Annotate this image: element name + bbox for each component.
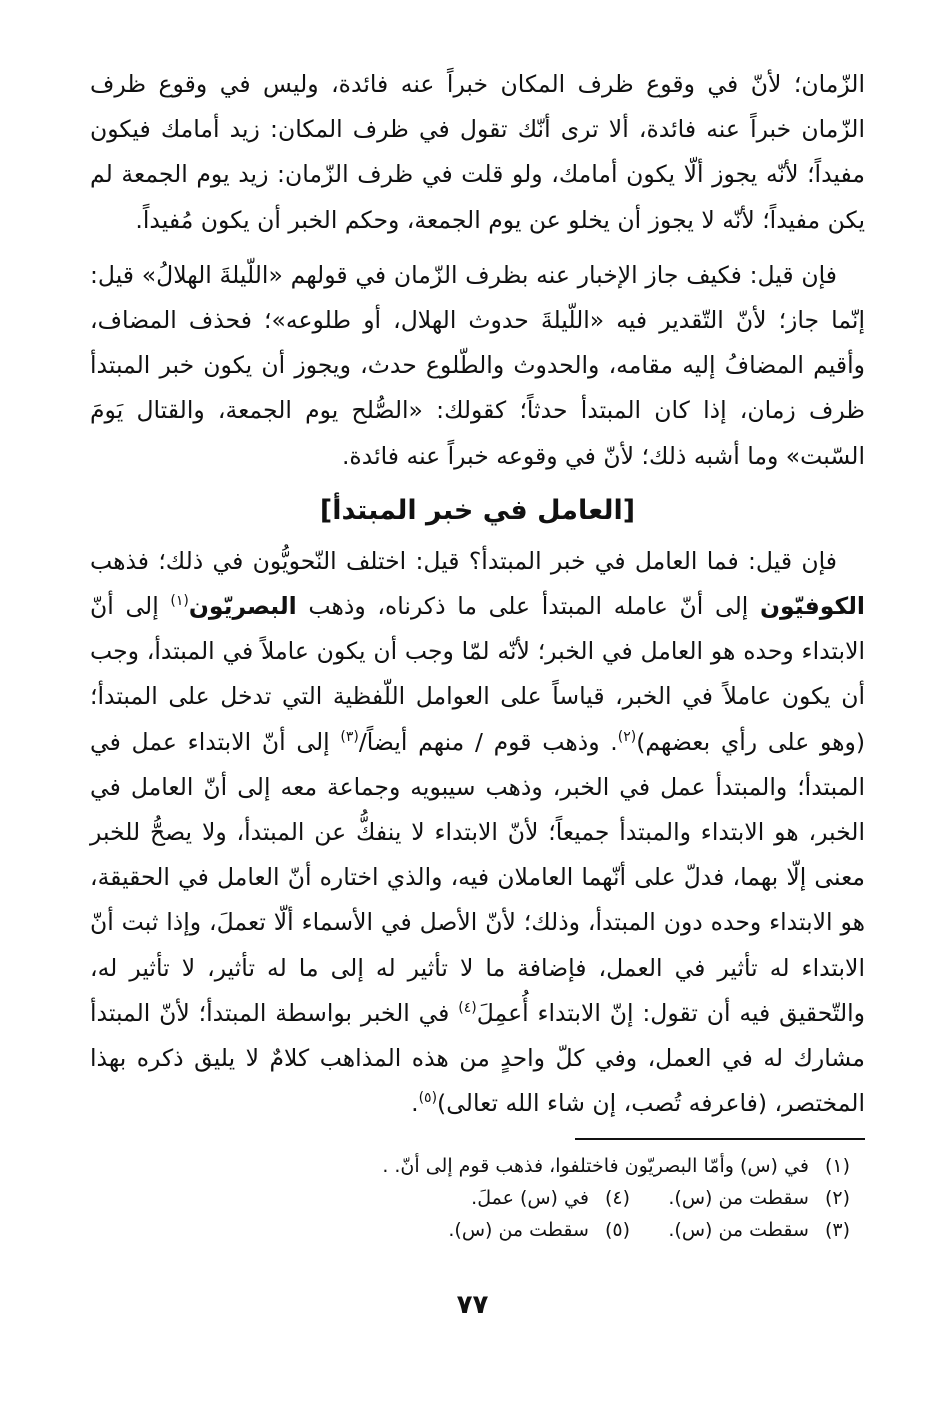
footnote-ref-4: (٤) — [458, 999, 477, 1016]
footnote-1 — [382, 1150, 850, 1182]
paragraph-3-part-f: في الخبر بواسطة المبتدأ؛ لأنّ المبتدأ مشارك له في العمل، وفي كلّ واحدٍ من هذه المذاهب كلامٌ لا يليق ذكره بهذا المختصر، (فاعرفه تُصب، إن شاء الله تعالى) — [90, 998, 865, 1118]
footnote-number: (٢) — [824, 1187, 850, 1209]
footnote-text: في (س) وأمّا البصريّون فاختلفوا، فذهب قوم إلى أنّ. . — [382, 1155, 809, 1177]
paragraph-3-part-g: . — [411, 1089, 419, 1118]
footnote-row-3 — [150, 1214, 850, 1246]
term-kufiyyun: الكوفيّون — [759, 592, 865, 621]
paragraph-3-part-a: فإن قيل: فما العامل في خبر المبتدأ؟ قيل: اختلف النّحويُّون في ذلك؛ فذهب — [90, 546, 837, 575]
footnote-ref-1: (١) — [170, 593, 189, 610]
footnote-row-1 — [150, 1150, 850, 1182]
footnote-text: في (س) عملَ. — [471, 1187, 589, 1209]
footnote-ref-3: (٣) — [340, 728, 359, 745]
page-number: ٧٧ — [456, 1290, 489, 1320]
paragraph-2: فإن قيل: فكيف جاز الإخبار عنه بظرف الزّمان في قولهم «اللّيلةَ الهلالُ» قيل: إنّما جاز؛ لأنّ التّقدير فيه «اللّيلةَ حدوث الهلال، أو طلوعه»؛ فحذف المضاف، وأقيم المضافُ إليه مقامه، والحدوث والطّلوع حدث، ويجوز أن يكون خبر المبتدأ ظرف زمان، إذا كان المبتدأ حدثاً؛ كقولك: «الصُّلح يوم الجمعة، والقتال يَومَ السّبت» وما أشبه ذلك؛ لأنّ في وقوعه خبراً عنه فائدة. — [90, 260, 865, 470]
footnote-3 — [630, 1214, 850, 1246]
paragraph-3-part-e: إلى أنّ الابتداء عمل في المبتدأ؛ والمبتدأ عمل في الخبر، وذهب سيبويه وجماعة معه إلى أنّ العامل في الخبر، هو الابتداء والمبتدأ جميعاً؛ لأنّ الابتداء لا ينفكُّ عن المبتدأ، ولا يصحُّ للخبر معنى إلّا بهما، فدلّ على أنّهما العاملان فيه، والذي اختاره أنّ العامل في الحقيقة، هو الابتداء وحده دون المبتدأ، وذلك؛ لأنّ الأصل في الأسماء ألّا تعملَ، وإذا ثبت أنّ الابتداء له تأثير في العمل، فإضافة ما لا تأثير له إلى ما له تأثير، لا تأثير له، والتّحقيق فيه أن تقول: إنّ الابتداء أُعمِلَ — [90, 727, 865, 1027]
footnotes — [150, 1150, 850, 1246]
footnote-5 — [448, 1214, 630, 1246]
paragraph-3-part-b: إلى أنّ عامله المبتدأ على ما ذكرناه، وذهب — [296, 592, 760, 621]
footnote-text: سقطت من (س). — [668, 1187, 809, 1209]
paragraph-1: الزّمان؛ لأنّ في وقوع ظرف المكان خبراً عنه فائدة، وليس في وقوع ظرف الزّمان خبراً عنه فائدة، ألا ترى أنّك تقول في ظرف المكان: زيد أمامك فيكون مفيداً؛ لأنّه يجوز ألّا يكون أمامك، ولو قلت في ظرف الزّمان: زيد يوم الجمعة لم يكن مفيداً؛ لأنّه لا يجوز أن يخلو عن يوم الجمعة، وحكم الخبر أن يكون مُفيداً. — [90, 70, 865, 234]
term-basriyyun: البصريّون — [188, 592, 297, 621]
footnote-text: سقطت من (س). — [668, 1219, 809, 1241]
footnote-text: سقطت من (س). — [448, 1219, 589, 1241]
footnote-number: (١) — [824, 1155, 850, 1177]
footnote-number: (٣) — [824, 1219, 850, 1241]
paragraph-3 — [90, 539, 865, 1127]
paragraph-3-part-d: . وذهب قوم / منهم أيضاً/ — [358, 727, 618, 756]
footnote-ref-2: (٢) — [617, 728, 637, 745]
paragraph-3-part-c: إلى أنّ الابتداء وحده هو العامل في الخبر؛ لأنّه لمّا وجب أن يكون عاملاً في المبتدأ، وجب أن يكون عاملاً في الخبر، قياساً على العوامل اللّفظية التي تدخل على المبتدأ؛ (وهو على رأي بعضهم) — [90, 592, 865, 756]
footnote-2 — [630, 1182, 850, 1214]
footnote-4 — [471, 1182, 630, 1214]
footnote-row-2 — [150, 1182, 850, 1214]
page-body — [90, 62, 865, 1126]
footnote-divider — [575, 1138, 865, 1140]
footnote-number: (٤) — [604, 1187, 630, 1209]
footnote-number: (٥) — [604, 1219, 630, 1241]
section-heading: [العامل في خبر المبتدأ] — [319, 494, 636, 526]
footnote-ref-5: (٥) — [418, 1090, 438, 1107]
